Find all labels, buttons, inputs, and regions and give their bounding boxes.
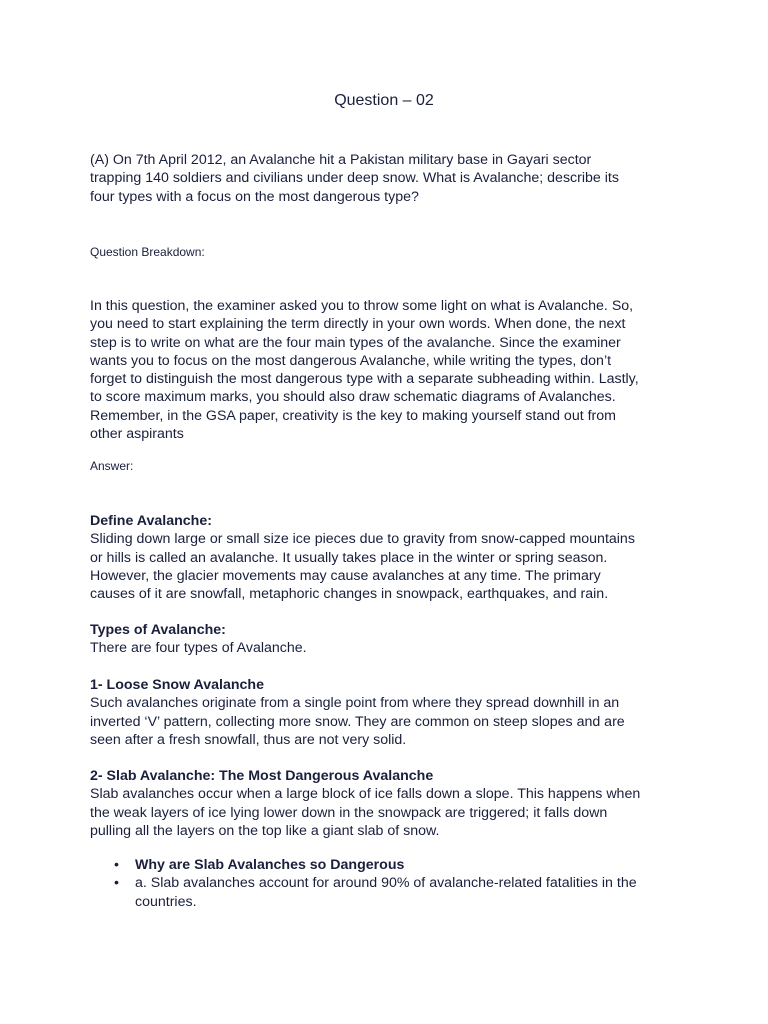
breakdown-line: In this question, the examiner asked you to throw some light on what is Avalanche. So,: [90, 298, 634, 314]
bullet-list: [90, 856, 690, 911]
breakdown-paragraph: [90, 297, 690, 443]
question-paragraph: [90, 151, 690, 206]
question-line: (A) On 7th April 2012, an Avalanche hit a Pakistan military base in Gayari sector: [90, 152, 592, 168]
define-line: However, the glacier movements may cause avalanches at any time. The primary: [90, 567, 601, 584]
loose-snow-line: Such avalanches originate from a single point from where they spread downhill in an: [90, 695, 620, 712]
breakdown-line: Remember, in the GSA paper, creativity is the key to making yourself stand out from: [90, 407, 616, 424]
types-section: [90, 621, 690, 658]
define-heading: Define Avalanche:: [90, 513, 212, 529]
types-heading: Types of Avalanche:: [90, 622, 226, 638]
list-item: [90, 874, 690, 911]
bullet-text-continued: countries.: [135, 893, 197, 910]
types-line: There are four types of Avalanche.: [90, 640, 307, 657]
bullet-dot-icon: •: [114, 857, 119, 873]
page-title: Question – 02: [334, 92, 434, 109]
breakdown-line: to score maximum marks, you should also draw schematic diagrams of Avalanches.: [90, 389, 616, 406]
breakdown-line: other aspirants: [90, 426, 184, 443]
bullet-text: Why are Slab Avalanches so Dangerous: [135, 857, 405, 873]
loose-snow-line: seen after a fresh snowfall, thus are not very solid.: [90, 731, 407, 748]
breakdown-label: Question Breakdown:: [90, 245, 205, 259]
breakdown-line: wants you to focus on the most dangerous Avalanche, while writing the types, don’t: [90, 352, 612, 369]
define-line: causes of it are snowfall, metaphoric changes in snowpack, earthquakes, and rain.: [90, 586, 609, 603]
define-section: [90, 512, 690, 603]
slab-section: [90, 767, 690, 840]
question-line: four types with a focus on the most dangerous type?: [90, 188, 419, 205]
define-line: or hills is called an avalanche. It usually takes place in the winter or spring season.: [90, 549, 608, 566]
slab-line: Slab avalanches occur when a large block of ice falls down a slope. This happens when: [90, 786, 641, 803]
define-line: Sliding down large or small size ice pieces due to gravity from snow-capped mountains: [90, 531, 635, 548]
slab-line: pulling all the layers on the top like a giant slab of snow.: [90, 822, 440, 839]
bullet-text: a. Slab avalanches account for around 90% of avalanche-related fatalities in the: [135, 875, 637, 892]
breakdown-line: forget to distinguish the most dangerous type with a separate subheading within. Lastly,: [90, 371, 639, 388]
breakdown-line: step is to write on what are the four main types of the avalanche. Since the examiner: [90, 334, 621, 351]
loose-snow-line: inverted ‘V’ pattern, collecting more snow. They are common on steep slopes and are: [90, 713, 625, 730]
list-item: [90, 856, 690, 874]
bullet-dot-icon: •: [114, 875, 119, 892]
slab-line: the weak layers of ice lying lower down in the snowpack are triggered; it falls down: [90, 804, 608, 821]
loose-snow-heading: 1- Loose Snow Avalanche: [90, 677, 264, 693]
loose-snow-section: [90, 676, 690, 749]
slab-heading: 2- Slab Avalanche: The Most Dangerous Avalanche: [90, 768, 434, 784]
breakdown-line: you need to start explaining the term directly in your own words. When done, the next: [90, 316, 626, 333]
question-line: trapping 140 soldiers and civilians under deep snow. What is Avalanche; describe its: [90, 170, 619, 187]
answer-label: Answer:: [90, 459, 134, 473]
